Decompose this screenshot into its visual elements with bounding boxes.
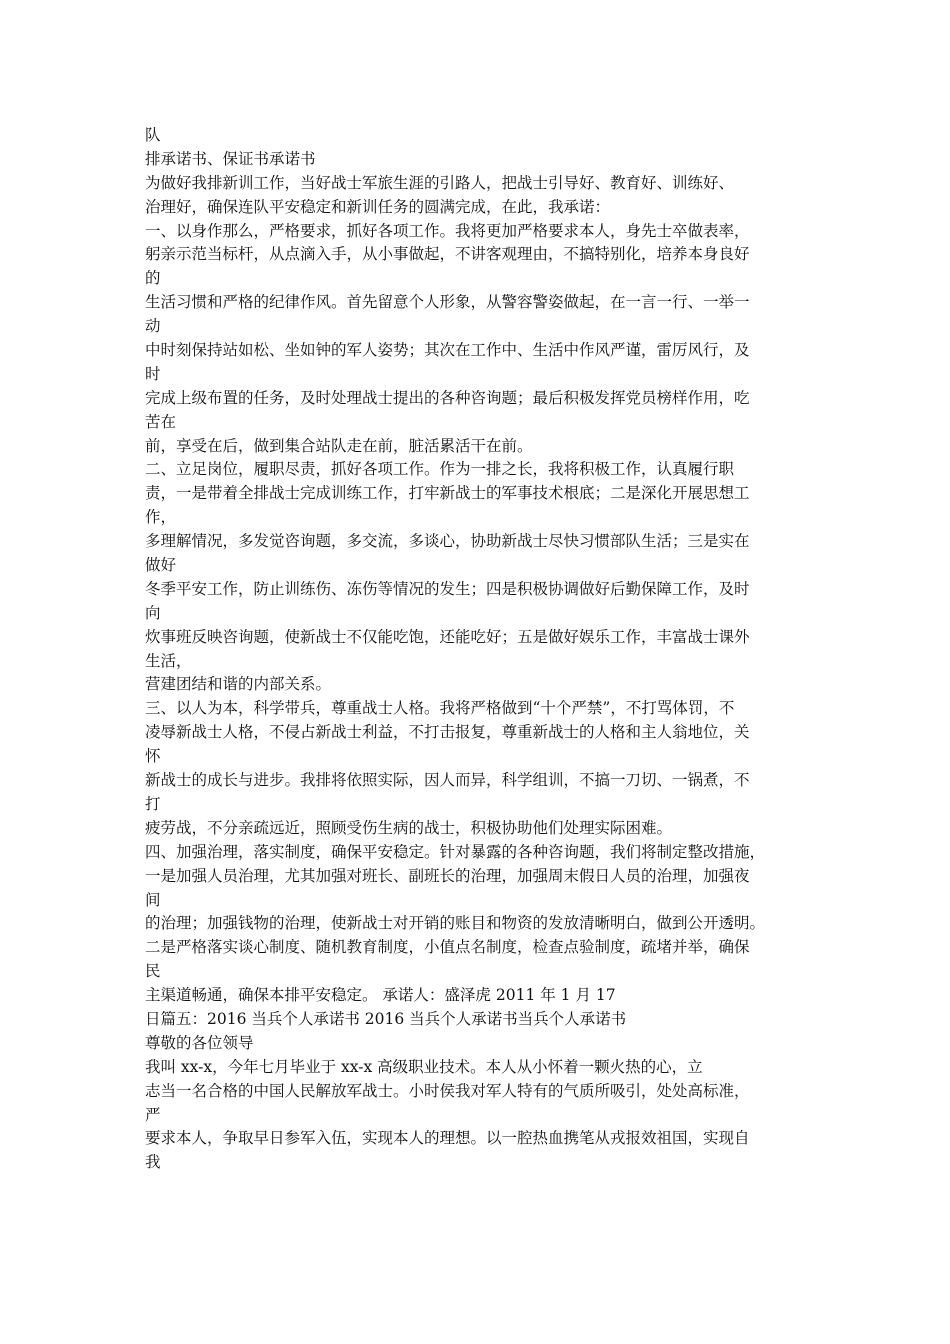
text-line: 主渠道畅通，确保本排平安稳定。 承诺人：盛泽虎 2011 年 1 月 17 bbox=[145, 986, 616, 1005]
text-line: 排承诺书、保证书承诺书 bbox=[145, 149, 316, 168]
text-line: 冬季平安工作，防止训练伤、冻伤等情况的发生；四是积极协调做好后勤保障工作，及时 bbox=[145, 579, 750, 598]
text-line: 新战士的成长与进步。我排将依照实际，因人而异，科学组训，不搞一刀切、一锅煮，不 bbox=[145, 771, 750, 790]
text-line: 向 bbox=[145, 603, 161, 622]
text-line: 二、立足岗位，履职尽责，抓好各项工作。作为一排之长，我将积极工作，认真履行职 bbox=[145, 460, 735, 479]
text-line: 治理好，确保连队平安稳定和新训任务的圆满完成，在此，我承诺： bbox=[145, 197, 611, 216]
text-line: 严 bbox=[145, 1105, 161, 1124]
text-line: 民 bbox=[145, 962, 161, 981]
text-line: 志当一名合格的中国人民解放军战士。小时侯我对军人特有的气质所吸引，处处高标准， bbox=[145, 1081, 750, 1100]
text-line: 前，享受在后，做到集合站队走在前，脏活累活干在前。 bbox=[145, 436, 533, 455]
text-line: 营建团结和谐的内部关系。 bbox=[145, 675, 332, 694]
text-line: 我 bbox=[145, 1153, 161, 1172]
text-line: 怀 bbox=[145, 747, 161, 766]
text-line: 凌辱新战士人格，不侵占新战士利益，不打击报复，尊重新战士的人格和主人翁地位，关 bbox=[145, 723, 750, 742]
text-line: 苦在 bbox=[145, 412, 177, 431]
text-line: 日篇五：2016 当兵个人承诺书 2016 当兵个人承诺书当兵个人承诺书 bbox=[145, 1009, 627, 1028]
text-line: 炊事班反映咨询题，使新战士不仅能吃饱，还能吃好；五是做好娱乐工作，丰富战士课外 bbox=[145, 627, 750, 646]
text-line: 一是加强人员治理，尤其加强对班长、副班长的治理，加强周末假日人员的治理，加强夜 bbox=[145, 866, 750, 885]
text-line: 做好 bbox=[145, 556, 177, 575]
text-line: 我叫 xx-x，今年七月毕业于 xx-x 高级职业技术。本人从小怀着一颗火热的心，立 bbox=[145, 1057, 703, 1076]
text-line: 作， bbox=[145, 508, 177, 527]
text-line: 二是严格落实谈心制度、随机教育制度，小值点名制度，检查点验制度，疏堵并举，确保 bbox=[145, 938, 750, 957]
document-body bbox=[145, 124, 825, 1175]
text-line: 时 bbox=[145, 364, 161, 383]
text-line: 四、加强治理，落实制度，确保平安稳定。针对暴露的各种咨询题，我们将制定整改措施， bbox=[145, 842, 766, 861]
text-line: 三、以人为本，科学带兵，尊重战士人格。我将严格做到“十个严禁”，不打骂体罚，不 bbox=[145, 699, 735, 718]
text-line: 疲劳战，不分亲疏远近，照顾受伤生病的战士，积极协助他们处理实际困难。 bbox=[145, 818, 673, 837]
text-line: 间 bbox=[145, 890, 161, 909]
text-line: 躬亲示范当标杆，从点滴入手，从小事做起，不讲客观理由，不搞特别化，培养本身良好 bbox=[145, 245, 750, 264]
text-line: 为做好我排新训工作，当好战士军旅生涯的引路人，把战士引导好、教育好、训练好、 bbox=[145, 173, 735, 192]
text-line: 要求本人，争取早日参军入伍，实现本人的理想。以一腔热血携笔从戎报效祖国，实现自 bbox=[145, 1129, 750, 1148]
text-line: 动 bbox=[145, 317, 161, 336]
text-line: 的治理；加强钱物的治理，使新战士对开销的账目和物资的发放清晰明白，做到公开透明。 bbox=[145, 914, 766, 933]
text-line: 尊敬的各位领导 bbox=[145, 1033, 254, 1052]
text-line: 责，一是带着全排战士完成训练工作，打牢新战士的军事技术根底；二是深化开展思想工 bbox=[145, 484, 750, 503]
text-line: 中时刻保持站如松、坐如钟的军人姿势；其次在工作中、生活中作风严谨，雷厉风行，及 bbox=[145, 341, 750, 360]
text-line: 打 bbox=[145, 794, 161, 813]
text-line: 的 bbox=[145, 269, 161, 288]
text-line: 生活习惯和严格的纪律作风。首先留意个人形象，从警容警姿做起，在一言一行、一举一 bbox=[145, 293, 750, 312]
text-line: 多理解情况，多发觉咨询题，多交流，多谈心，协助新战士尽快习惯部队生活；三是实在 bbox=[145, 532, 750, 551]
text-line: 生活， bbox=[145, 651, 192, 670]
text-line: 完成上级布置的任务，及时处理战士提出的各种咨询题；最后积极发挥党员榜样作用，吃 bbox=[145, 388, 750, 407]
text-line: 一、以身作那么，严格要求，抓好各项工作。我将更加严格要求本人，身先士卒做表率， bbox=[145, 221, 750, 240]
text-line: 队 bbox=[145, 126, 161, 144]
